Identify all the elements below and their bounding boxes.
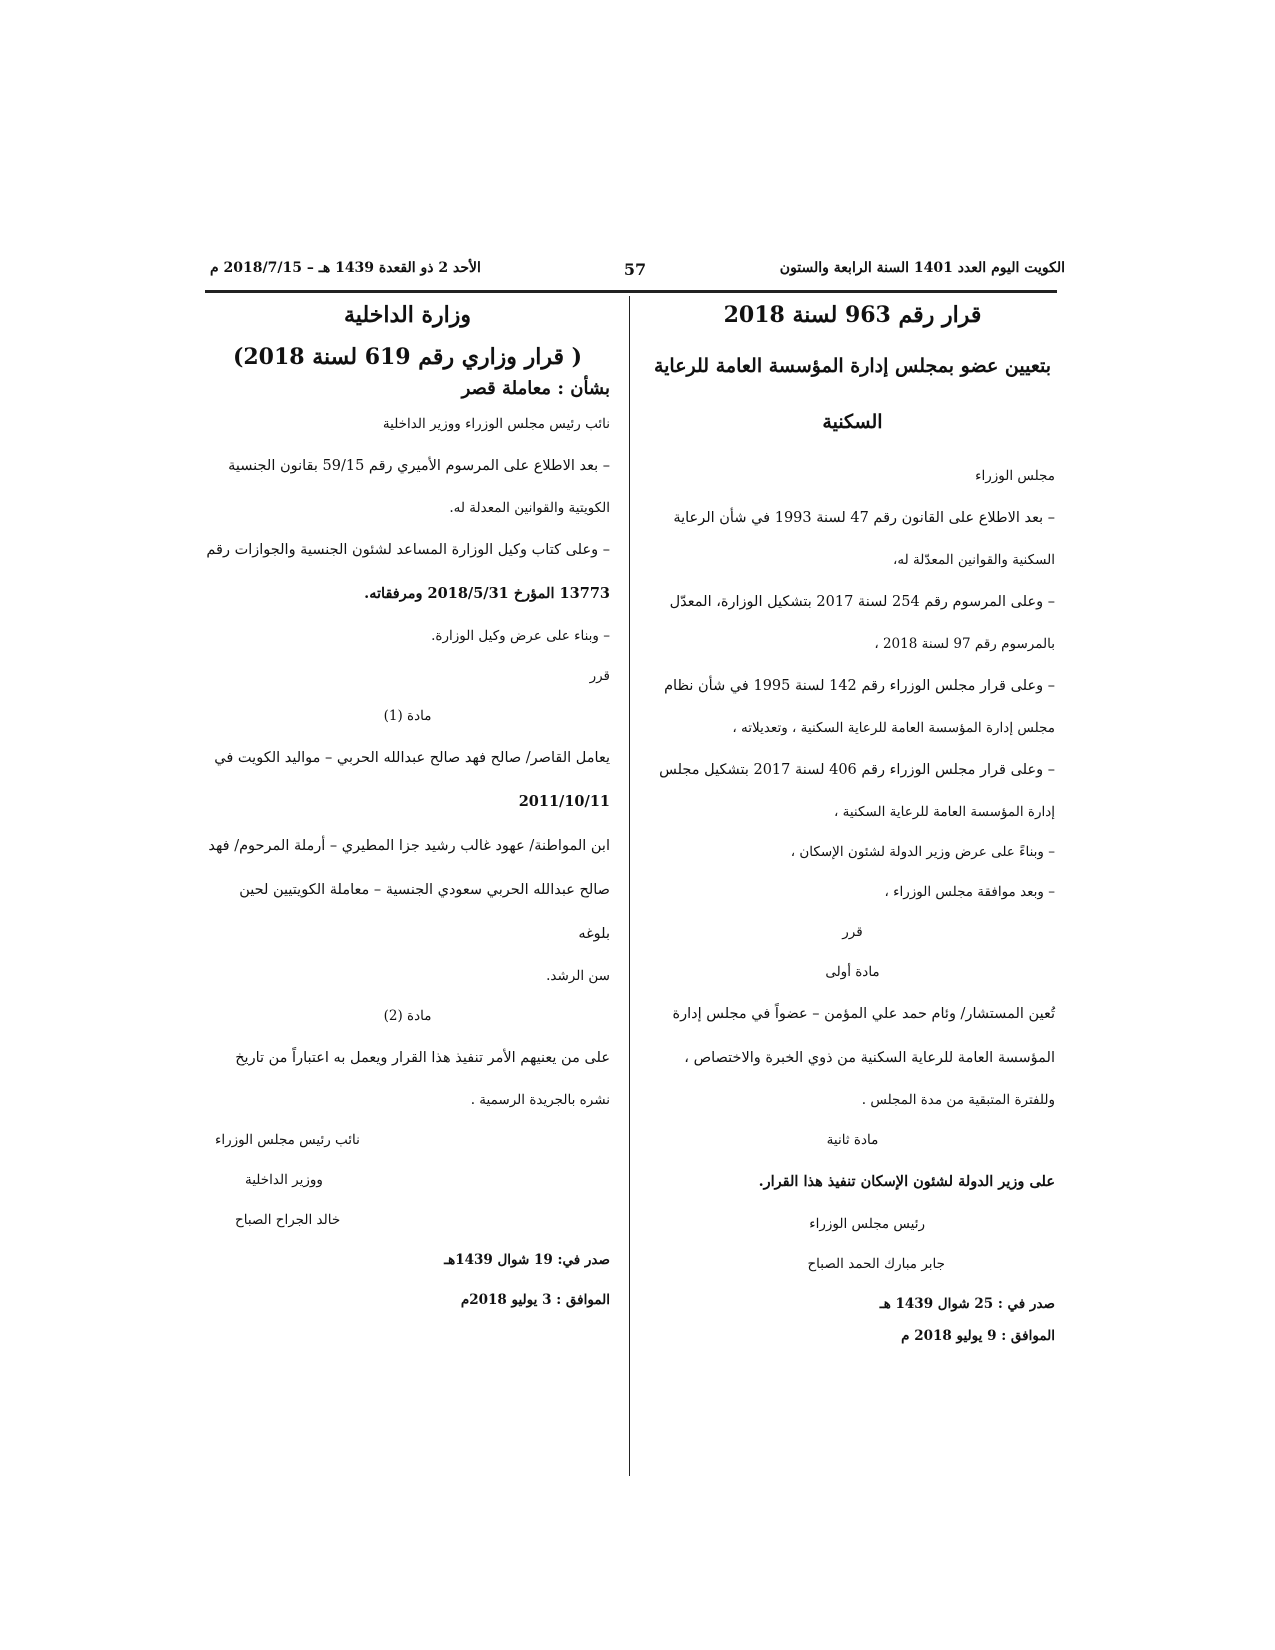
- issued-gregorian: الموافق : 3 يوليو 2018م: [460, 1292, 610, 1308]
- header-page-number: 57: [623, 260, 647, 279]
- preamble-line: – وعلى قرار مجلس الوزراء رقم 406 لسنة 2017 بتشكيل مجلس: [659, 762, 1055, 778]
- header-date: الأحد 2 ذو القعدة 1439 هـ – 2018/7/15 م: [210, 260, 481, 276]
- decree-issuer: نائب رئيس مجلس الوزراء ووزير الداخلية: [382, 416, 610, 432]
- preamble-line: – وعلى قرار مجلس الوزراء رقم 142 لسنة 1995 في شأن نظام: [664, 678, 1055, 694]
- preamble-line: – وبعد موافقة مجلس الوزراء ،: [884, 884, 1055, 900]
- issued-gregorian: الموافق : 9 يوليو 2018 م: [901, 1328, 1055, 1344]
- right-column-decree: [650, 298, 1055, 1356]
- preamble-line: مجلس إدارة المؤسسة العامة للرعاية السكنية ، وتعديلاته ،: [732, 720, 1055, 736]
- article-2-line: نشره بالجريدة الرسمية .: [470, 1092, 610, 1108]
- article-1-line: وللفترة المتبقية من مدة المجلس .: [861, 1092, 1055, 1108]
- issued-hijri: صدر في : 25 شوال 1439 هـ: [879, 1296, 1055, 1312]
- preamble-line: السكنية والقوانين المعدّلة له،: [893, 552, 1055, 568]
- decree-subject: بشأن : معاملة قصر: [461, 378, 610, 399]
- ministry-title: وزارة الداخلية: [344, 302, 471, 328]
- signature-title-1: نائب رئيس مجلس الوزراء: [215, 1132, 360, 1148]
- preamble-line: – بعد الاطلاع على المرسوم الأميري رقم 59/15 بقانون الجنسية: [228, 458, 610, 474]
- article-2-text: على وزير الدولة لشئون الإسكان تنفيذ هذا القرار.: [758, 1173, 1055, 1190]
- column-divider: [629, 296, 630, 1476]
- decree-title: قرار رقم 963 لسنة 2018: [723, 302, 982, 328]
- preamble-line: الكويتية والقوانين المعدلة له.: [449, 500, 610, 516]
- decree-subtitle-2: السكنية: [822, 411, 883, 433]
- article-1-line: يعامل القاصر/ صالح فهد صالح عبدالله الحربي – مواليد الكويت في: [214, 750, 610, 766]
- signature-name: خالد الجراح الصباح: [235, 1212, 341, 1228]
- article-2-title: مادة (2): [383, 1008, 432, 1024]
- article-1-line: المؤسسة العامة للرعاية السكنية من ذوي الخبرة والاختصاص ،: [684, 1050, 1055, 1066]
- decided-heading: قرر: [842, 924, 863, 940]
- article-1-line: تُعين المستشار/ وئام حمد علي المؤمن – عضواً في مجلس إدارة: [672, 1006, 1055, 1022]
- issued-hijri: صدر في: 19 شوال 1439هـ: [444, 1252, 610, 1268]
- article-2-line: على من يعنيهم الأمر تنفيذ هذا القرار ويعمل به اعتباراً من تاريخ: [235, 1050, 610, 1066]
- preamble-line: إدارة المؤسسة العامة للرعاية السكنية ،: [833, 804, 1055, 820]
- ministerial-decree-title: ( قرار وزاري رقم 619 لسنة 2018): [232, 344, 583, 370]
- article-1-line: ابن المواطنة/ عهود غالب رشيد جزا المطيري – أرملة المرحوم/ فهد: [208, 838, 610, 854]
- article-1-line: سن الرشد.: [546, 968, 610, 984]
- left-column-decree: [205, 298, 610, 1320]
- article-1-title: مادة أولى: [825, 964, 880, 980]
- decree-subtitle-1: بتعيين عضو بمجلس إدارة المؤسسة العامة للرعاية: [653, 355, 1052, 377]
- preamble-line: – وبناء على عرض وكيل الوزارة.: [431, 628, 610, 644]
- article-1-title: مادة (1): [383, 708, 432, 724]
- preamble-line: – وبناءً على عرض وزير الدولة لشئون الإسكان ،: [790, 844, 1055, 860]
- header-divider: [205, 290, 1057, 293]
- header-gazette-issue: الكويت اليوم العدد 1401 السنة الرابعة والستون: [779, 260, 1065, 276]
- signature-title-2: ووزير الداخلية: [245, 1172, 323, 1188]
- preamble-line: – وعلى كتاب وكيل الوزارة المساعد لشئون الجنسية والجوازات رقم: [206, 542, 610, 558]
- article-2-title: مادة ثانية: [826, 1132, 879, 1148]
- decided-heading: قرر: [589, 668, 610, 684]
- preamble-line: – وعلى المرسوم رقم 254 لسنة 2017 بتشكيل الوزارة، المعدّل: [669, 594, 1055, 610]
- preamble-line: – بعد الاطلاع على القانون رقم 47 لسنة 1993 في شأن الرعاية: [673, 510, 1055, 526]
- article-1-line: 2011/10/11: [518, 793, 610, 810]
- decree-issuer: مجلس الوزراء: [975, 468, 1055, 484]
- article-1-line: صالح عبدالله الحربي سعودي الجنسية – معاملة الكويتيين لحين بلوغه: [239, 882, 610, 942]
- signature-title: رئيس مجلس الوزراء: [809, 1216, 925, 1232]
- preamble-line: 13773 المؤرخ 2018/5/31 ومرفقاته.: [364, 585, 610, 602]
- signature-name: جابر مبارك الحمد الصباح: [807, 1256, 945, 1272]
- preamble-line: بالمرسوم رقم 97 لسنة 2018 ،: [874, 636, 1055, 652]
